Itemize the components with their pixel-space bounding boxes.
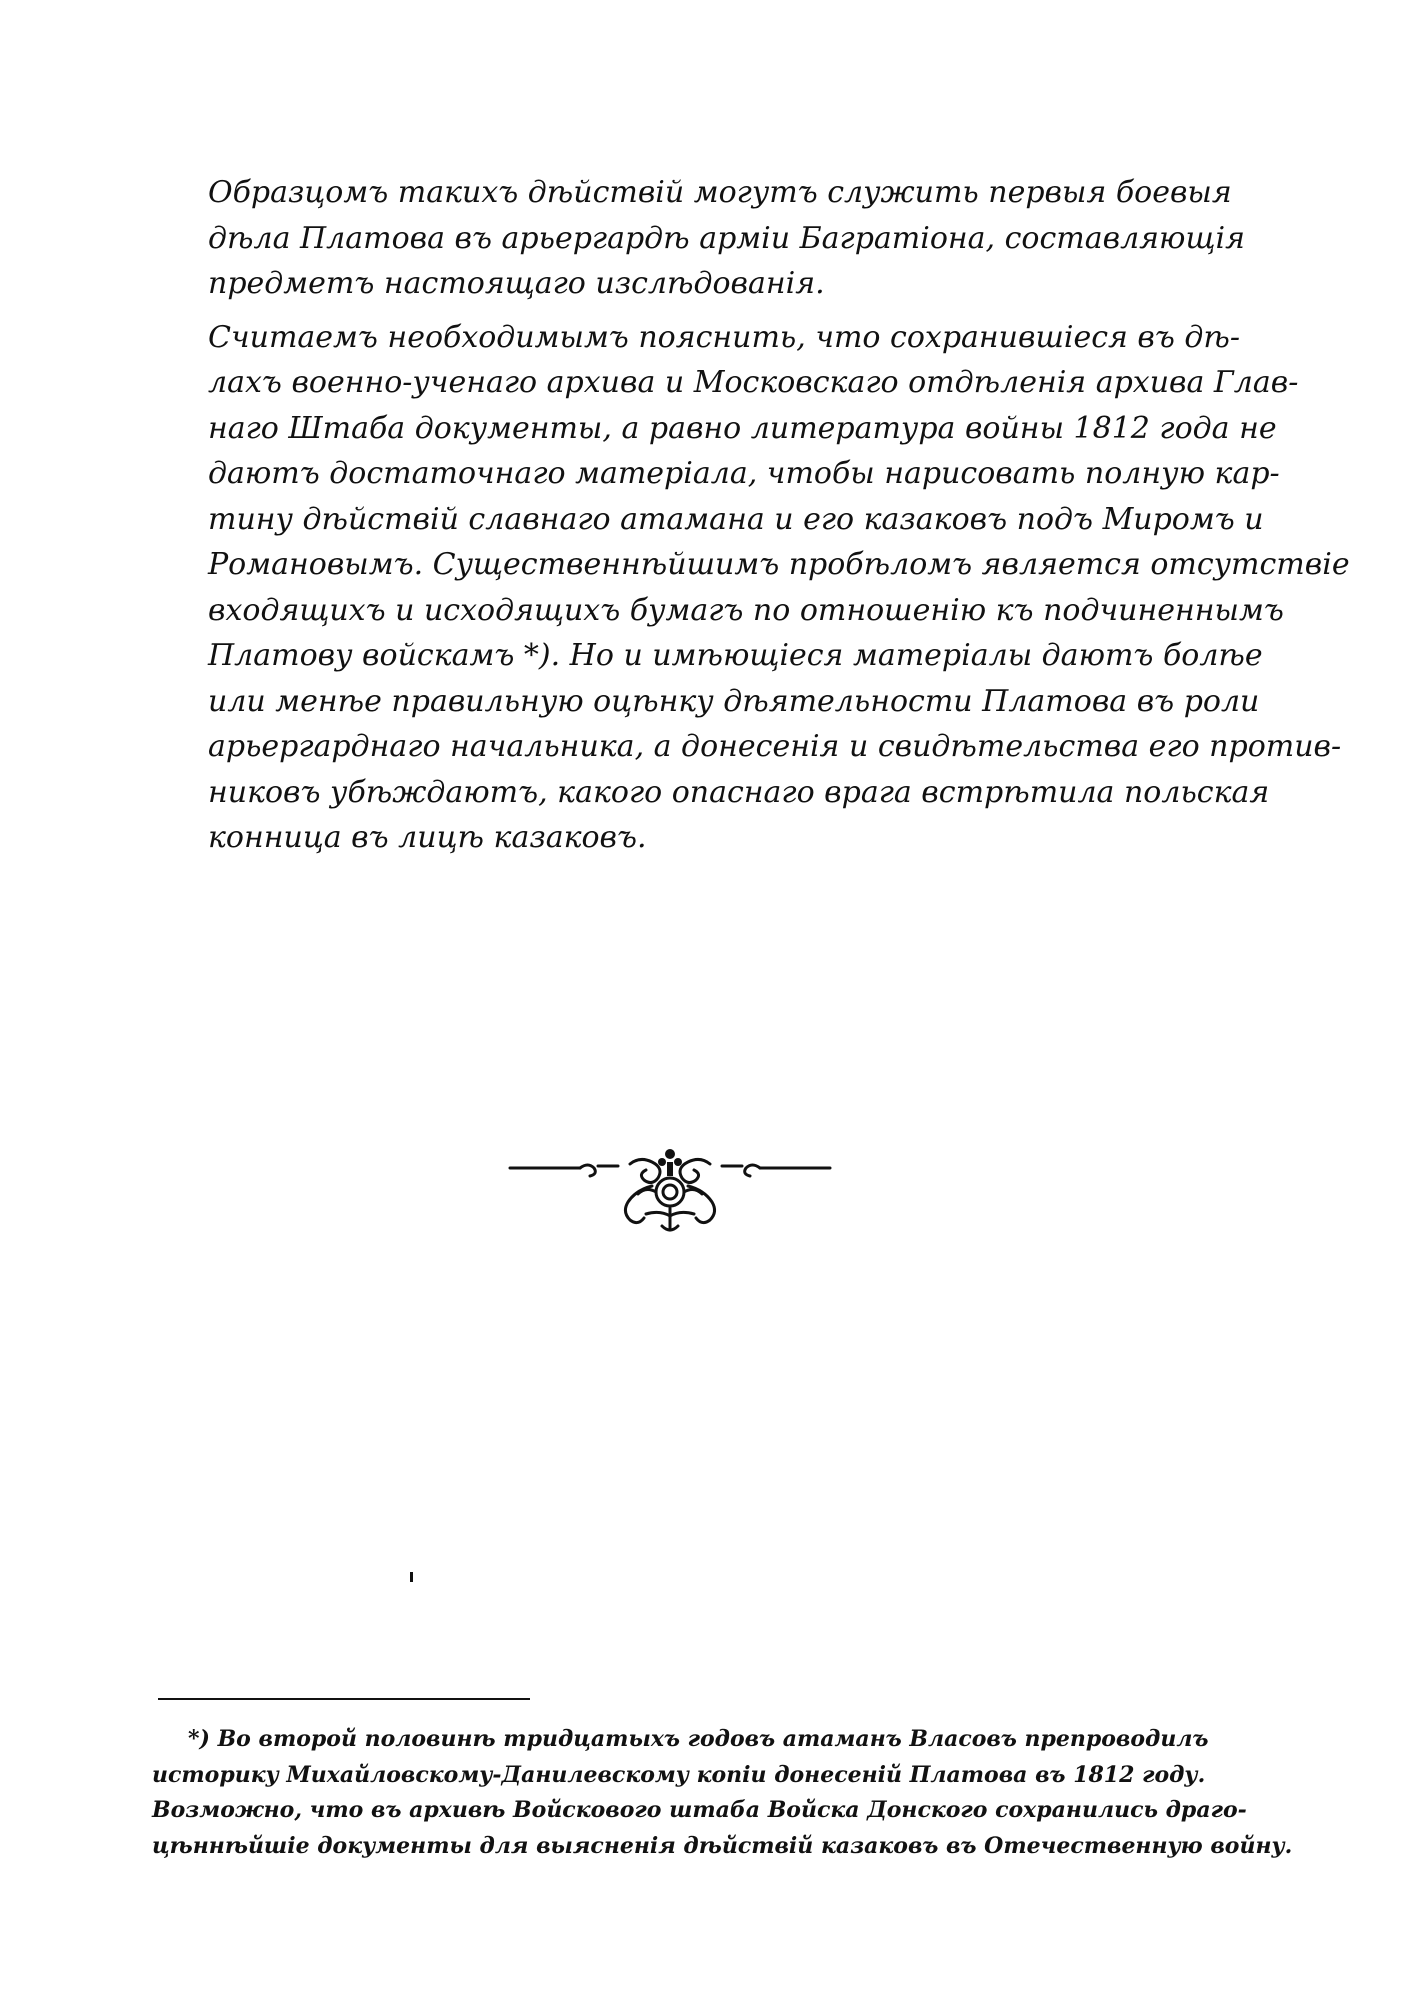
text-line: Романовымъ. Существеннѣйшимъ пробѣломъ является отсутствіе <box>208 547 1350 582</box>
text-line: лахъ военно-ученаго архива и Московскаго отдѣленія архива Глав- <box>208 365 1299 400</box>
text-line: никовъ убѣждаютъ, какого опаснаго врага встрѣтила польская <box>208 774 1270 810</box>
text-line: предметъ настоящаго изслѣдованія. <box>208 266 825 301</box>
text-line: Считаемъ необходимымъ пояснить, что сохранившіеся въ дѣ- <box>208 319 1241 355</box>
text-line: арьергарднаго начальника, а донесенія и свидѣтельства его против- <box>208 729 1342 764</box>
footnote-line: историку Михайловскому-Данилевскому копіи донесеній Платова въ 1812 году. <box>152 1761 1206 1788</box>
text-line: конница въ лицѣ казаковъ. <box>208 820 647 855</box>
text-line: или менѣе правильную оцѣнку дѣятельности Платова въ роли <box>208 683 1260 719</box>
text-line: Платову войскамъ *). Но и имѣющіеся матеріалы даютъ болѣе <box>208 638 1263 673</box>
main-text-block <box>208 170 1350 861</box>
text-line: даютъ достаточнаго матеріала, чтобы нарисовать полную кар- <box>208 456 1280 491</box>
text-line: Образцомъ такихъ дѣйствій могутъ служить первыя боевыя <box>208 175 1232 210</box>
paragraph-1 <box>208 170 1245 307</box>
text-line: наго Штаба документы, а равно литература войны 1812 года не <box>208 410 1277 446</box>
text-line: входящихъ и исходящихъ бумагъ по отношенію къ подчиненнымъ <box>208 592 1284 628</box>
decorative-fleuron-icon <box>500 1140 840 1240</box>
footnote-line: *) Во второй половинѣ тридцатыхъ годовъ атаманъ Власовъ препроводилъ <box>188 1726 1209 1752</box>
footnote <box>152 1722 1293 1864</box>
text-line: дѣла Платова въ арьергардѣ арміи Багратіона, составляющія <box>208 220 1245 256</box>
footnote-line: цѣннѣйшіе документы для выясненія дѣйствій казаковъ въ Отечественную войну. <box>152 1832 1293 1859</box>
paragraph-2 <box>208 315 1350 861</box>
footnote-divider <box>158 1698 530 1700</box>
print-speck <box>410 1572 413 1582</box>
footnote-line: Возможно, что въ архивѣ Войскового штаба Войска Донского сохранились драго- <box>152 1797 1247 1823</box>
text-line: тину дѣйствій славнаго атамана и его казаковъ подъ Миромъ и <box>208 501 1264 537</box>
